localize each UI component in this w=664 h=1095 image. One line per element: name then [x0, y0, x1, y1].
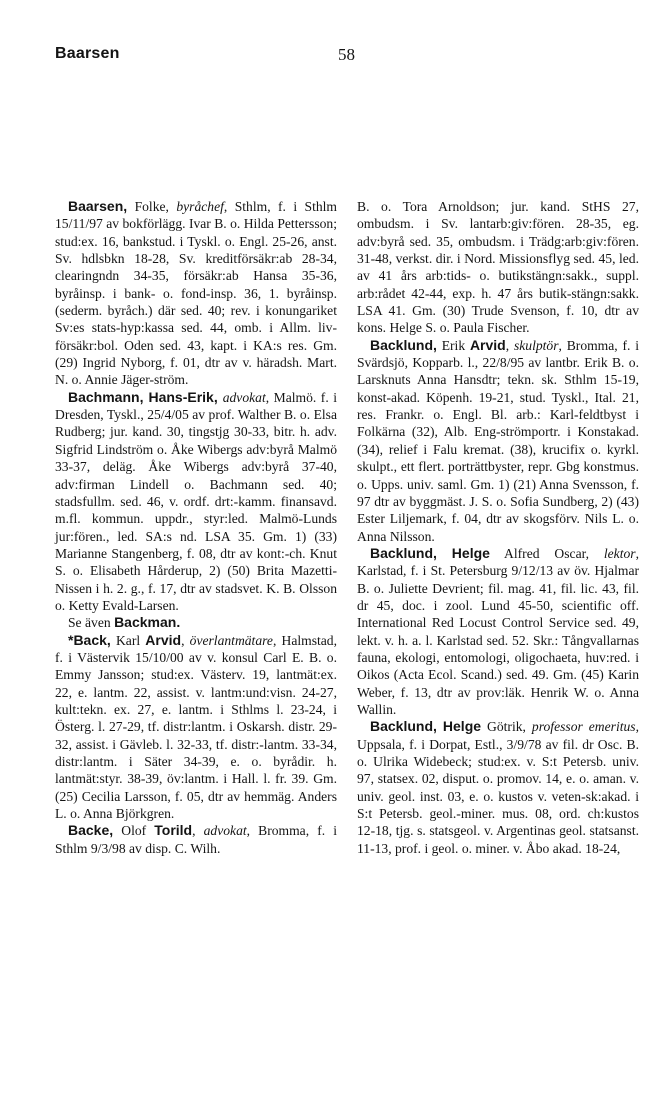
- entry-backe-olof-torild: [55, 822, 337, 857]
- running-head: [55, 45, 615, 69]
- entry-backlund-erik-arvid: [357, 337, 639, 545]
- right-column: [357, 198, 639, 857]
- entry-body: , Sthlm, f. i Sthlm 15/11/97 av bokförlägg. Ivar B. o. Hilda Pettersson; stud:ex. 16, bankstud. i Tyskl. o. Engl. 25-26, anst. Sv. hdlsbkn 18-28, Sv. kreditförsäkr:ab 28-34, clearingndn 34-35, försäkr:ab Hansa 35-36, byråinsp. i bank- o. fond-insp. 36, 1. byråinsp. (sederm. byråch.) där sed. 40; rev. i konungariket Sv:es stats-hyp:kassa sed. 44, omb. i Allm. liv-försäkr:bol. Oden sed. 43, kapt. i KA:s res. Gm. (29) Ingrid Nyborg, f. 01, dtr av v. häradsh. Mart. N. o. Annie Jäger-ström.: [55, 199, 337, 388]
- entry-body: , Bromma, f. i Sthlm 9/3/98 av disp. C. Wilh.: [55, 823, 338, 856]
- entry-surname: Backlund,: [370, 718, 437, 735]
- entry-given-names: Erik: [436, 337, 470, 353]
- entry-called-name: Torild: [154, 822, 193, 839]
- entry-body: , Halmstad, f. i Västervik 15/10/00 av v. konsul Carl E. B. o. Emmy Jansson; stud:ex. Västerv. 19, lantmät:ex. 22, e. lantm. 22, assist. v. lantm:und:visn. 24-27, kult:tekn. ex. 27, e. lantm. i Sthlms l. 23-24, i Österg. l. 27-29, tf. distr:lantm. i Oskarsh. distr. 29-32, assist. i Gävleb. l. 32-33, tf. distr:-lantm. 33-34, distr:lantm. i Säter 34-39, e. o. byrådir. h. lantmät:styr. 38-39, öv:lantm. i Hall. l. fr. 39. Gm. (25) Cecilia Larsson, f. 05, dtr av hemmäg. Anders L. o. Anna Björkgren.: [55, 632, 338, 822]
- entry-backlund-helge-gotrik: [357, 718, 639, 857]
- entry-surname: Bachmann,: [68, 388, 144, 405]
- entry-occupation: professor emeritus: [531, 719, 636, 735]
- left-column: [55, 198, 337, 857]
- entry-occupation: advokat: [222, 389, 266, 405]
- entry-surname: Backe,: [68, 822, 114, 839]
- entry-called-name: Helge: [451, 544, 490, 561]
- entry-called-name: Arvid: [469, 336, 506, 353]
- entry-given-names: Folke,: [127, 199, 177, 214]
- entry-surname: Backlund,: [370, 544, 437, 561]
- entry-occupation: byråchef: [176, 199, 224, 214]
- entry-given-after: Götrik,: [481, 719, 532, 735]
- entry-occupation: överlantmätare: [189, 632, 273, 648]
- entry-given-names: Se även: [68, 615, 115, 631]
- entry-surname: Backlund,: [370, 336, 437, 353]
- entry-given-after: ,: [192, 823, 204, 839]
- entry-surname: Baarsen,: [68, 198, 128, 214]
- entry-back-karl-arvid: [55, 632, 337, 823]
- entry-body: B. o. Tora Arnoldson; jur. kand. StHS 27, ombudsm. i Sv. lantarb:giv:fören. 28-35, eg. adv:byrå sed. 35, ombudsm. i Trädg:arb:giv:fören. 31-48, verkst. dir. i Nord. Missionsflyg sed. 45, led. av 41 års arb:tids- o. butikstängn:sakk., suppl. arb:rådet 42-44, exp. h. 47 års butik-stängn:sakk. LSA 41. Gm. (30) Trude Svenson, f. 10, dtr av kons. Helge S. o. Paula Fischer.: [357, 199, 639, 336]
- entry-baarsen-folke: [55, 198, 337, 389]
- entry-given-names: Karl: [110, 632, 146, 648]
- entry-body: , Malmö. f. i Dresden, Tyskl., 25/4/05 av prof. Walther B. o. Elsa Rudberg; jur. kand. 30, tingstjg 30-33, bitr. h. adv. Sigfrid Lindström o. Åke Wibergs adv:byrå Malmö 33-37, deläg. Åke Wibergs adv:byrå 37-40, adv:firman Lindell o. Bachmann sed. 40; stadsfullm. sed. 46, v. ordf. drt:-kamm. finansavd. m.fl. kommun. uppdr., styr:led. Malmö-Lunds jur:fören., led. SA:s nd. LSA 35. Gm. 1) (33) Marianne Stangenberg, f. 08, dtr av kont:-ch. Knut S. o. Elisabeth Hårderup, 2) (50) Brita Mazetti-Nissen i h. 2. g., f. 17, dtr av stadsvet. K. B. Olsson o. Ketty Evald-Larsen.: [55, 389, 338, 613]
- entry-body: , Bromma, f. i Svärdsjö, Kopparb. l., 22/8/95 av lantbr. Erik B. o. Larsknuts Anna Hansdtr; tekn. sk. Sthlm 15-19, konst-akad. Köpenh. 19-21, stud. Tyskl., Ital. 21, res. Frankr. o. Engl. Bl. arb.: Karl-feldtbyst i Folkärna (32), Alb. Eng-strömportr. i Konstakad. (34), relief i Falu kremat. (38), krucifix o. kyrkl. skulpt., ett flert. porträttbyster, repr. Gbg konstmus. o. Upps. univ. saml. Gm. 1) (21) Anna Svensson, f. 97 dtr av byggmäst. J. S. o. Sofia Sundberg, 2) (43) Ester Liljemark, f. 04, dtr av skogsförv. Nils L. o. Anna Nilsson.: [357, 337, 640, 544]
- entry-occupation: advokat: [203, 823, 247, 839]
- entry-bachmann-hans-erik: [55, 389, 337, 614]
- entry-given-after: ,: [505, 337, 514, 353]
- entry-occupation: skulptör: [513, 337, 559, 353]
- entry-given-after: ,: [181, 632, 190, 648]
- entry-given-names: Olof: [113, 823, 155, 839]
- entry-called-name: Helge: [442, 718, 482, 735]
- entry-body: , Uppsala, f. i Dorpat, Estl., 3/9/78 av fil. dr Osc. B. o. Ulrika Widebeck; stud:ex. v. S:t Petersb. univ. 97, statsex. 02, disput. o. promov. 14, e. o. aman. v. univ. geol. inst. 03, e. o. kustos v. veten-sk:akad. i S:t Petersb. geol.-miner. mus. 08, ord. ch:kustos 12-18, tjg. s. statsgeol. v. Argentinas geol. statsanst. 11-13, prof. i geol. o. miner. v. Åbo akad. 18-24,: [357, 719, 639, 856]
- entry-surname: *Back,: [68, 631, 111, 648]
- entry-body: , Karlstad, f. i St. Petersburg 9/12/13 av öv. Hjalmar B. o. Juliette Devrient; fil. mag. 41, fil. lic. 43, fil. dr 45, doc. i zool. Lund 45-50, scientific off. International Red Locust Control Service sed. 49, lekt. v. h. a. l. Karlstad sed. 52. Skr.: Tångvallarnas fauna, ekologi, entomologi, oligochaeta, huv:red. i Oikos (Acta Ecol. Scand.) sed. 49. Gm. (45) Karin Weber, f. 13, dtr av prov:läk. Henrik W. o. Anna Wallin.: [357, 545, 639, 717]
- entry-cross-reference: [55, 614, 337, 631]
- entry-called-name: Arvid: [145, 631, 182, 648]
- page-number: 58: [338, 45, 355, 64]
- entry-given-names: [437, 546, 452, 561]
- entry-given-after: Alfred Oscar,: [489, 545, 604, 561]
- running-head-name: Baarsen: [55, 45, 120, 62]
- entry-backe-continuation: [357, 198, 639, 337]
- entry-occupation: lektor: [603, 545, 636, 561]
- cross-reference-target: Backman.: [114, 614, 181, 631]
- entry-backlund-helge-alfred: [357, 545, 639, 718]
- entry-given-names: Hans-Erik,: [143, 388, 223, 405]
